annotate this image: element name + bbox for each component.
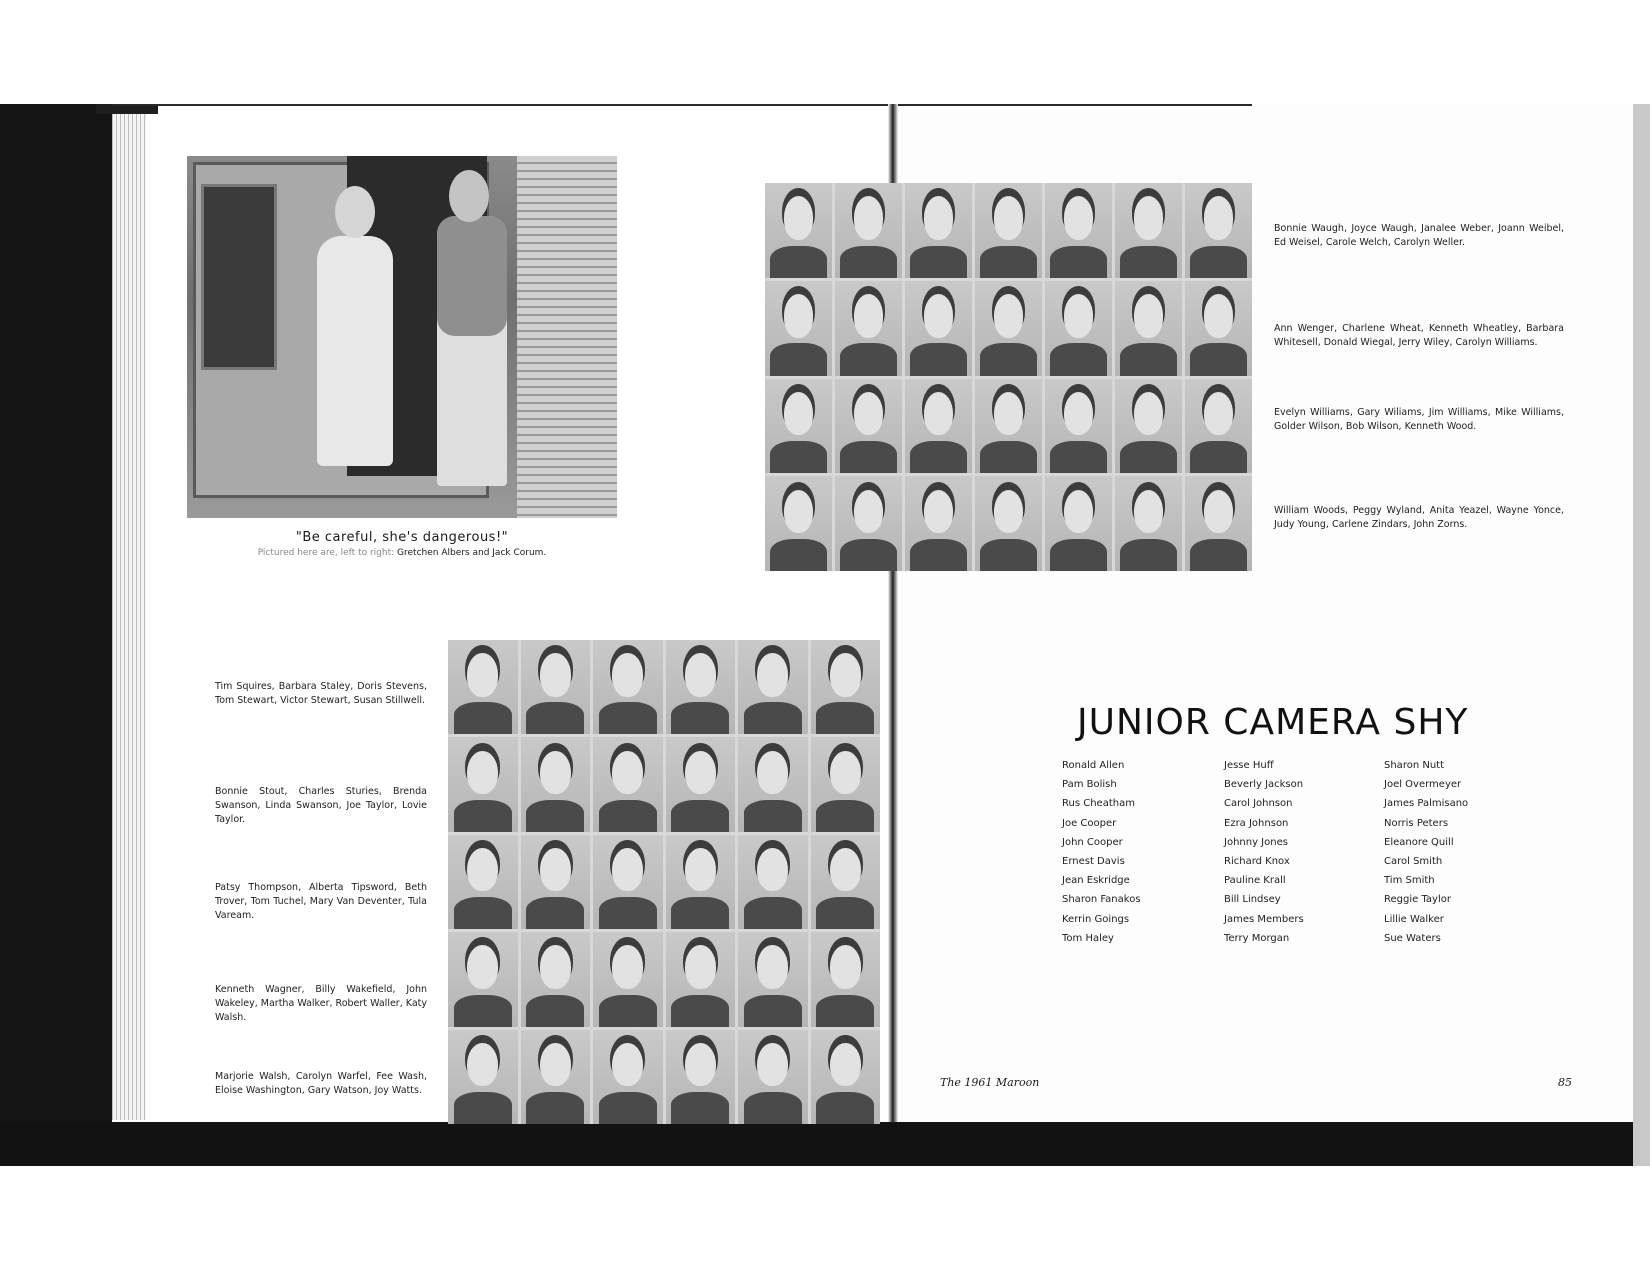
portrait (666, 835, 736, 929)
portrait (1185, 476, 1252, 571)
portrait (666, 932, 736, 1026)
portrait (593, 835, 663, 929)
camera-shy-name: Lillie Walker (1384, 913, 1444, 925)
camera-shy-title: JUNIOR CAMERA SHY (1077, 702, 1469, 743)
portrait (765, 379, 832, 474)
portrait (521, 932, 591, 1026)
portrait (521, 1030, 591, 1124)
portrait-names-row-1: Bonnie Waugh, Joyce Waugh, Janalee Weber, Joann Weibel, Ed Weisel, Carole Welch, Carolyn Weller. (1274, 223, 1564, 248)
camera-shy-column-3 (1384, 756, 1468, 948)
portrait (811, 640, 881, 734)
boy-head (449, 170, 489, 222)
portrait (521, 737, 591, 831)
portrait (738, 737, 808, 831)
portrait (738, 640, 808, 734)
top-edge-rule (112, 104, 1252, 106)
portrait (1185, 183, 1252, 278)
portrait (1115, 379, 1182, 474)
page-edges (112, 108, 146, 1120)
portrait (448, 1030, 518, 1124)
photo-caption-lead: Pictured here are, left to right: (257, 548, 395, 558)
camera-shy-name: Eleanore Quill (1384, 836, 1454, 848)
camera-shy-name: Pauline Krall (1224, 875, 1286, 887)
camera-shy-name: Ernest Davis (1062, 856, 1125, 868)
portrait (811, 1030, 881, 1124)
portrait (448, 835, 518, 929)
portrait (1045, 281, 1112, 376)
camera-shy-name: Joe Cooper (1062, 817, 1117, 829)
girl-figure (317, 236, 393, 466)
portrait-names-row-2: Bonnie Stout, Charles Sturies, Brenda Swanson, Linda Swanson, Joe Taylor, Lovie Taylor. (215, 786, 427, 825)
camera-shy-name: Carol Smith (1384, 856, 1443, 868)
camera-shy-name: Sue Waters (1384, 932, 1441, 944)
portrait (1045, 379, 1112, 474)
boy-sweater (437, 216, 507, 336)
camera-shy-name: Pam Bolish (1062, 779, 1117, 791)
portrait-names-row-3: Evelyn Williams, Gary Wiliams, Jim Williams, Mike Williams, Golder Wilson, Bob Wilson, Kenneth Wood. (1274, 407, 1564, 432)
portrait (811, 737, 881, 831)
camera-shy-name: Jean Eskridge (1062, 875, 1130, 887)
camera-shy-name: Bill Lindsey (1224, 894, 1281, 906)
publication-footer: The 1961 Maroon (940, 1076, 1040, 1089)
portrait (835, 281, 902, 376)
photo-caption-title: "Be careful, she's dangerous!" (295, 530, 509, 545)
page-number: 85 (1558, 1076, 1572, 1089)
portrait (811, 835, 881, 929)
portrait (765, 281, 832, 376)
portrait (593, 932, 663, 1026)
portrait (905, 183, 972, 278)
camera-shy-name: Johnny Jones (1224, 836, 1288, 848)
portrait (905, 379, 972, 474)
camera-shy-name: Ezra Johnson (1224, 817, 1289, 829)
brick-wall (517, 156, 617, 518)
portrait-names-row-2: Ann Wenger, Charlene Wheat, Kenneth Wheatley, Barbara Whitesell, Donald Wiegal, Jerry Wiley, Carolyn Williams. (1274, 323, 1564, 348)
portrait (666, 737, 736, 831)
portrait (521, 835, 591, 929)
portrait (738, 1030, 808, 1124)
camera-shy-name: Beverly Jackson (1224, 779, 1304, 791)
scan-border-right (1633, 104, 1650, 1166)
portrait (1115, 476, 1182, 571)
camera-shy-name: Joel Overmeyer (1384, 779, 1462, 791)
camera-shy-name: Ronald Allen (1062, 760, 1125, 771)
portrait (975, 183, 1042, 278)
portrait-names-row-3: Patsy Thompson, Alberta Tipsword, Beth Trover, Tom Tuchel, Mary Van Deventer, Tula Vaream. (215, 882, 427, 921)
scan-border-bottom (0, 1122, 1650, 1166)
portrait (1045, 476, 1112, 571)
portrait (975, 281, 1042, 376)
portrait (593, 1030, 663, 1124)
camera-shy-name: John Cooper (1062, 836, 1123, 848)
portrait (765, 476, 832, 571)
camera-shy-name: James Members (1224, 913, 1304, 925)
portrait (975, 379, 1042, 474)
portrait (1115, 281, 1182, 376)
portrait (738, 932, 808, 1026)
camera-shy-name: Tom Haley (1062, 932, 1114, 944)
camera-shy-name: Terry Morgan (1224, 932, 1290, 944)
portrait (975, 476, 1042, 571)
camera-shy-name: Reggie Taylor (1384, 894, 1451, 906)
camera-shy-column-1 (1062, 756, 1141, 948)
camera-shy-name: Sharon Nutt (1384, 760, 1444, 771)
portrait (738, 835, 808, 929)
portrait (448, 737, 518, 831)
camera-shy-name: James Palmisano (1384, 798, 1469, 810)
portrait (521, 640, 591, 734)
girl-head (335, 186, 375, 238)
candid-photo (187, 156, 617, 518)
camera-shy-name: Norris Peters (1384, 817, 1449, 829)
photo-caption-names: Gretchen Albers and Jack Corum. (397, 548, 547, 558)
camera-shy-name: Kerrin Goings (1062, 913, 1130, 925)
portrait (835, 476, 902, 571)
portrait (835, 379, 902, 474)
portrait-grid-left (448, 640, 880, 1124)
camera-shy-column-2 (1224, 756, 1304, 948)
portrait (593, 737, 663, 831)
portrait-names-row-4: William Woods, Peggy Wyland, Anita Yeazel, Wayne Yonce, Judy Young, Carlene Zindars, John Zorns. (1274, 505, 1564, 530)
portrait-grid-right (765, 183, 1252, 571)
portrait (1185, 379, 1252, 474)
camera-shy-name: Sharon Fanakos (1062, 894, 1141, 906)
portrait-names-row-4: Kenneth Wagner, Billy Wakefield, John Wakeley, Martha Walker, Robert Waller, Katy Walsh. (215, 984, 427, 1023)
portrait (666, 640, 736, 734)
camera-shy-name: Carol Johnson (1224, 798, 1293, 810)
portrait (1045, 183, 1112, 278)
scan-border-left (0, 104, 112, 1166)
portrait (448, 640, 518, 734)
portrait (1115, 183, 1182, 278)
portrait (1185, 281, 1252, 376)
portrait (448, 932, 518, 1026)
camera-shy-name: Rus Cheatham (1062, 798, 1135, 810)
portrait-names-row-1: Tim Squires, Barbara Staley, Doris Stevens, Tom Stewart, Victor Stewart, Susan Stillwell. (215, 681, 427, 706)
camera-shy-name: Tim Smith (1384, 875, 1435, 887)
portrait (666, 1030, 736, 1124)
camera-shy-name: Richard Knox (1224, 856, 1290, 868)
portrait-names-row-5: Marjorie Walsh, Carolyn Warfel, Fee Wash, Eloise Washington, Gary Watson, Joy Watts. (215, 1071, 427, 1096)
portrait (835, 183, 902, 278)
photo-caption-credit (187, 548, 617, 558)
portrait (593, 640, 663, 734)
door-window (201, 184, 277, 370)
portrait (905, 476, 972, 571)
portrait (905, 281, 972, 376)
portrait (811, 932, 881, 1026)
camera-shy-name: Jesse Huff (1224, 760, 1274, 771)
portrait (765, 183, 832, 278)
